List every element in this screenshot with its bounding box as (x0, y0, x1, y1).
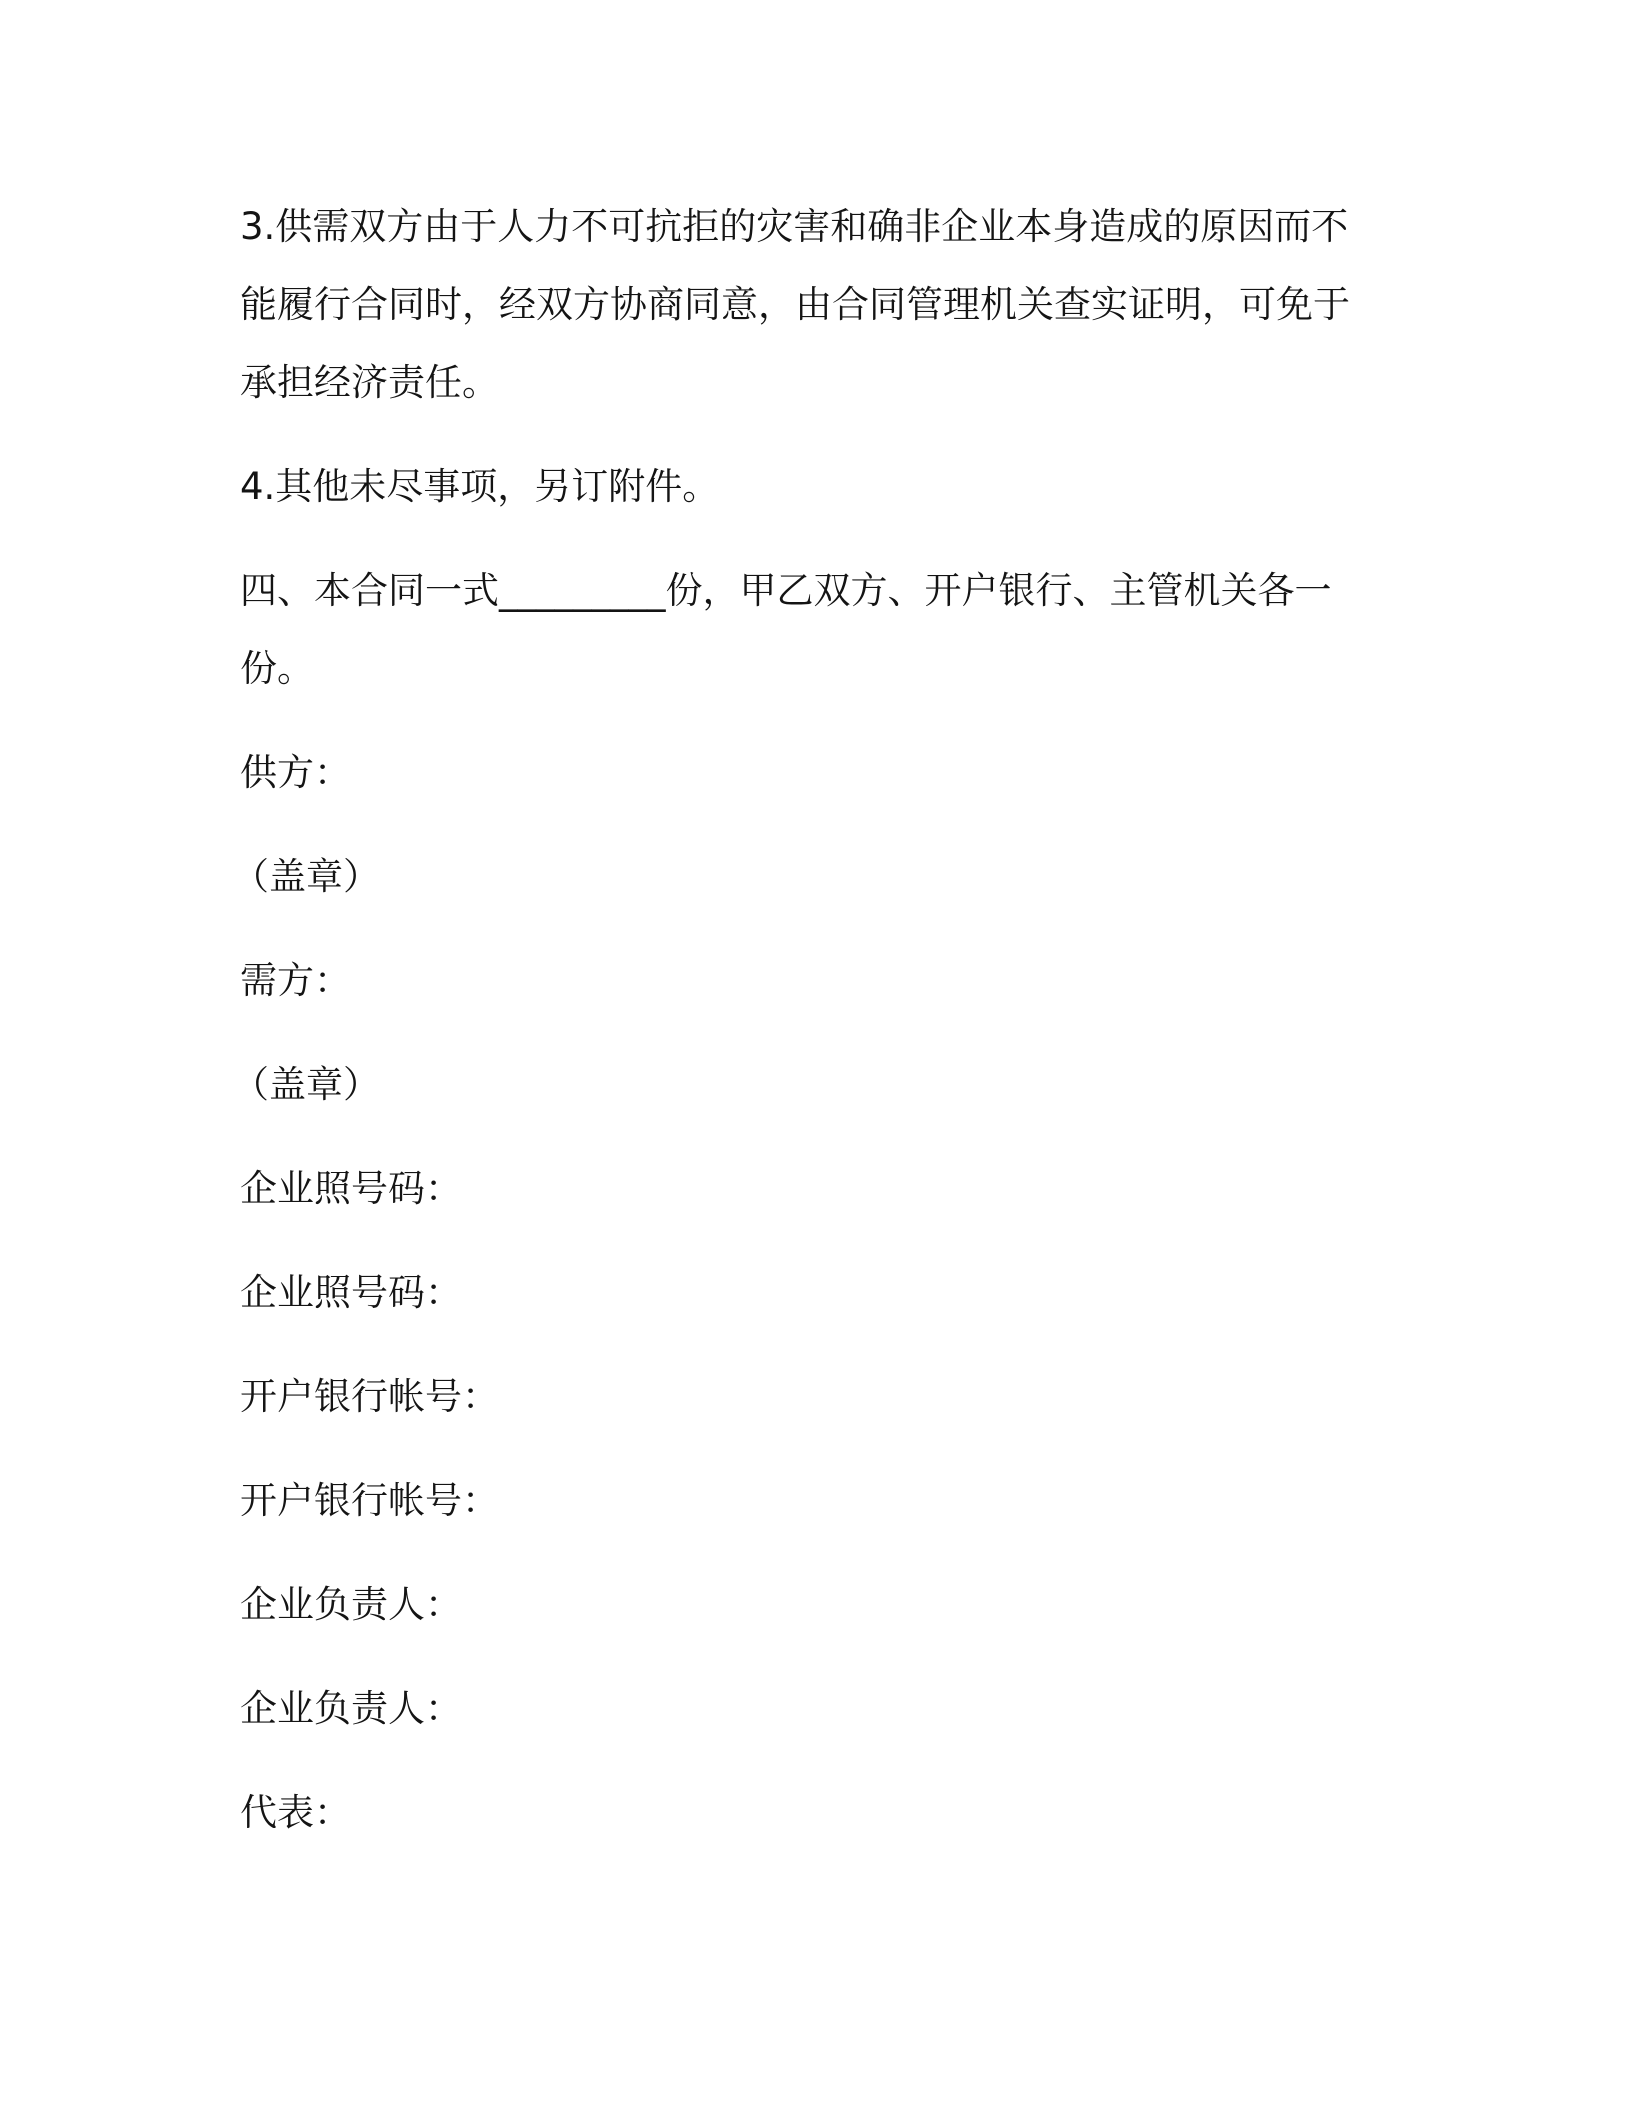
representative: 代表： (240, 1791, 351, 1834)
section-4 (240, 552, 1360, 708)
bank-account-2: 开户银行帐号： (240, 1479, 499, 1522)
clause-3-line-3: 承担经济责任。 (240, 361, 499, 404)
buyer-seal: （盖章） (232, 1063, 380, 1106)
clause-4: 4.其他未尽事项，另订附件。 (240, 465, 720, 508)
section-4-line-1: 四、本合同一式_________份，甲乙双方、开户银行、主管机关各一 (240, 569, 1332, 612)
bank-account-1: 开户银行帐号： (240, 1375, 499, 1418)
section-4-line-2: 份。 (240, 647, 314, 690)
person-in-charge-2: 企业负责人： (240, 1687, 462, 1730)
license-number-1: 企业照号码： (240, 1167, 462, 1210)
clause-3 (240, 188, 1360, 422)
supplier-seal: （盖章） (232, 855, 380, 898)
clause-3-line-1: 3.供需双方由于人力不可抗拒的灾害和确非企业本身造成的原因而不 (240, 205, 1349, 248)
buyer-label: 需方： (240, 959, 351, 1002)
supplier-label: 供方： (240, 751, 351, 794)
person-in-charge-1: 企业负责人： (240, 1583, 462, 1626)
document-body (232, 188, 1360, 1878)
clause-3-line-2: 能履行合同时，经双方协商同意，由合同管理机关查实证明，可免于 (240, 283, 1350, 326)
license-number-2: 企业照号码： (240, 1271, 462, 1314)
